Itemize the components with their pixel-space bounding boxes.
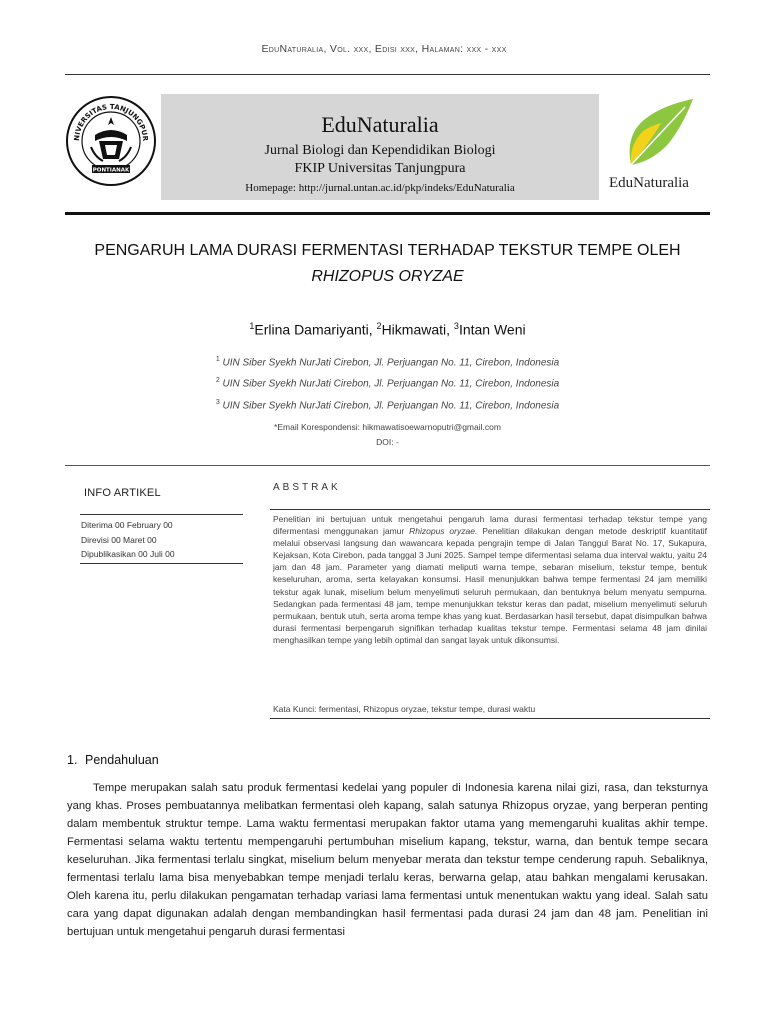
- journal-homepage[interactable]: Homepage: http://jurnal.untan.ac.id/pkp/indeks/EduNaturalia: [245, 182, 515, 194]
- author-1-name: Erlina Damariyanti,: [254, 321, 377, 338]
- top-rule: [65, 74, 710, 75]
- keywords: Kata Kunci: fermentasi, Rhizopus oryzae, tekstur tempe, durasi waktu: [273, 704, 536, 714]
- abstract-rule-top: [270, 509, 710, 510]
- author-2-name: Hikmawati,: [381, 321, 454, 338]
- running-head: EduNaturalia, Vol. xxx, Edisi xxx, Halaman: xxx - xxx: [261, 43, 507, 55]
- masthead: [65, 93, 710, 205]
- author-1-index: 1: [249, 321, 255, 331]
- logo-wordmark: EduNaturalia: [609, 175, 689, 191]
- journal-subtitle: Jurnal Biologi dan Kependidikan Biologi: [264, 143, 496, 158]
- journal-institution: FKIP Universitas Tanjungpura: [294, 161, 466, 176]
- masthead-rule: [65, 212, 710, 215]
- seal-emblem-icon: [65, 95, 157, 187]
- author-3-name: Intan Weni: [458, 321, 526, 338]
- title-line-1: PENGARUH LAMA DURASI FERMENTASI TERHADAP TEKSTUR TEMPE OLEH: [94, 242, 681, 259]
- seal-bottom-text: PONTIANAK: [92, 167, 130, 174]
- intro-paragraph: Tempe merupakan salah satu produk fermentasi kedelai yang populer di Indonesia karena nilai gizi, rasa, dan teksturnya yang khas. Proses pembuatannya melibatkan fermentasi oleh kapang, salah satunya Rhizopus oryzae, yang berperan penting dalam membentuk struktur tempe. Lama waktu fermentasi merupakan faktor utama yang memengaruhi kualitas akhir tempe. Fermentasi selama waktu tertentu mempengaruhi pertumbuhan miselium kapang, tekstur, warna, dan bentuk tempe secara keseluruhan. Jika fermentasi terlalu singkat, miselium belum menyebar merata dan tekstur tempe cenderung rapuh. Sebaliknya, fermentasi terlalu lama bisa menyebabkan tempe menjadi terlalu keras, berwarna gelap, atau bahkan mengalami kerusakan. Oleh karena itu, perlu dilakukan pengamatan terhadap variasi lama fermentasi untuk menentukan waktu yang ideal. Salah satu cara yang dapat digunakan adalah dengan membandingkan hasil fermentasi pada durasi 24 jam dan 48 jam. Penelitian ini bertujuan untuk mengetahui pengaruh durasi fermentasi: [67, 782, 708, 938]
- abstract-species-name: Rhizopus oryzae.: [409, 526, 478, 537]
- journal-banner: [161, 94, 599, 200]
- section-title: Pendahuluan: [85, 753, 159, 767]
- info-heading: INFO ARTIKEL: [84, 487, 161, 499]
- affiliation-2: $^2$ UIN Siber Syekh NurJati Cirebon, Jl. Perjuangan No. 11, Cirebon, Indonesia: [215, 377, 560, 390]
- revised-date: Direvisi 00 Maret 00: [81, 534, 157, 545]
- received-date: Diterima 00 February 00: [81, 520, 173, 530]
- author-list: [65, 321, 710, 338]
- info-rule-bottom: [80, 563, 243, 564]
- abstract-text: Penelitian ini bertujuan untuk mengetahui pengaruh lama durasi fermentasi terhadap tekstur tempe yang difermentasi menggunakan jamur Rhizopus oryzae. Penelitian dilakukan dengan metode deskriptif kuantitatif melalui observasi langsung dan wawancara kepada pengrajin tempe di Jalan Tanggul Barat No. 17, Sukapura, Kejaksan, Kota Cirebon, pada tanggal 3 Juni 2025. Sampel tempe difermentasi selama dua interval waktu, yaitu 24 jam dan 48 jam. Parameter yang diamati meliputi warna tempe, sebaran miselium, tekstur tempe, bentuk keseluruhan, aroma, serta kelayakan konsumsi. Hasil menunjukkan bahwa tempe fermentasi 24 jam memiliki tekstur agak lunak, miselium belum menyelimuti seluruh permukaan, dan bentuknya belum menyatu sempurna. Sedangkan pada fermentasi 48 jam, tempe menunjukkan tekstur keras dan padat, miselium menyelimuti seluruh permukaan, bentuk utuh, serta aroma tempe khas yang kuat. Berdasarkan hasil tersebut, dapat disimpulkan bahwa durasi fermentasi berpengaruh signifikan terhadap kualitas tekstur tempe. Fermentasi selama 48 jam dinilai menghasilkan tempe yang lebih optimal dan sangat layak untuk dikonsumsi.: [273, 514, 708, 645]
- info-rule-top: [80, 514, 243, 515]
- info-rule: [65, 465, 710, 466]
- abstract-rule-bottom: [270, 718, 710, 719]
- leaf-logo-icon: [623, 95, 699, 173]
- section-number: 1.: [67, 753, 78, 767]
- corresponding-email[interactable]: *Email Korespondensi: hikmawatisoewarnoputri@gmail.com: [274, 422, 501, 432]
- seal-top-text: NIVERSITAS TANJUNGPUR: [72, 102, 150, 142]
- section-heading: [67, 753, 159, 767]
- doi: DOI: -: [376, 437, 399, 447]
- affiliation-1: $^1$ UIN Siber Syekh NurJati Cirebon, Jl. Perjuangan No. 11, Cirebon, Indonesia: [215, 356, 560, 369]
- article-history: [81, 518, 175, 562]
- journal-name: EduNaturalia: [321, 112, 439, 137]
- published-date: Dipublikasikan 00 Juli 00: [81, 549, 175, 559]
- author-3-index: 3: [453, 321, 459, 331]
- author-2-index: 2: [376, 321, 382, 331]
- edunaturalia-logo: [605, 93, 710, 201]
- affiliation-list: [65, 351, 710, 415]
- affiliation-3: $^3$ UIN Siber Syekh NurJati Cirebon, Jl. Perjuangan No. 11, Cirebon, Indonesia: [215, 398, 560, 411]
- abstract-heading: ABSTRAK: [273, 482, 341, 493]
- title-line-2: RHIZOPUS ORYZAE: [311, 268, 464, 285]
- article-title: [65, 238, 710, 290]
- university-seal: [65, 95, 157, 187]
